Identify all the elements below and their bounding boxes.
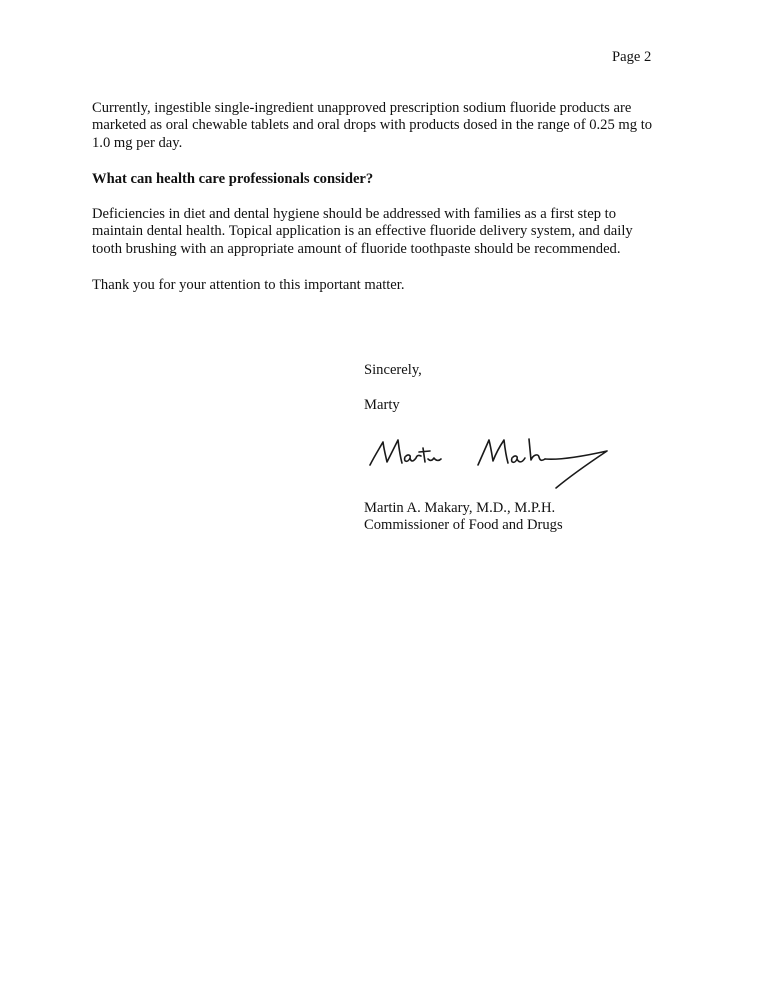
closing-salutation: Sincerely, bbox=[364, 362, 422, 378]
signer-block bbox=[364, 500, 563, 535]
sign-off-name: Marty bbox=[364, 397, 400, 413]
paragraph-current-products bbox=[92, 100, 692, 152]
paragraph-line: tooth brushing with an appropriate amount of fluoride toothpaste should be recommended. bbox=[92, 240, 621, 257]
paragraph-line: 1.0 mg per day. bbox=[92, 134, 183, 151]
page-number: Page 2 bbox=[612, 49, 652, 65]
paragraph-recommendations bbox=[92, 206, 692, 258]
section-heading: What can health care professionals consider? bbox=[92, 171, 374, 187]
paragraph-thank-you bbox=[92, 277, 692, 294]
paragraph-line: Deficiencies in diet and dental hygiene should be addressed with families as a first step to bbox=[92, 206, 617, 222]
signer-title: Commissioner of Food and Drugs bbox=[364, 517, 563, 534]
signer-name: Martin A. Makary, M.D., M.P.H. bbox=[364, 500, 556, 516]
paragraph-line: Currently, ingestible single-ingredient unapproved prescription sodium fluoride products are bbox=[92, 100, 632, 116]
paragraph-line: maintain dental health. Topical application is an effective fluoride delivery system, and daily bbox=[92, 223, 633, 240]
paragraph-line: Thank you for your attention to this important matter. bbox=[92, 277, 405, 293]
paragraph-line: marketed as oral chewable tablets and oral drops with products dosed in the range of 0.25 mg to bbox=[92, 117, 653, 134]
handwritten-signature bbox=[364, 430, 619, 492]
